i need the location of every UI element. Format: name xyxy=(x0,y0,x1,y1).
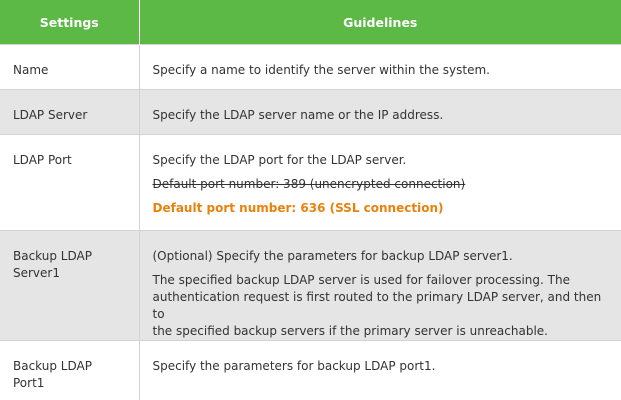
guideline-line: Specify the LDAP server name or the IP address. xyxy=(152,108,444,122)
table-row xyxy=(0,90,621,135)
guideline-line: authentication request is first routed to the primary LDAP server, and then to xyxy=(152,290,602,321)
guideline-line: Specify the parameters for backup LDAP port1. xyxy=(152,359,436,373)
table-header-row xyxy=(0,0,621,45)
guideline-line: Specify the LDAP port for the LDAP server. xyxy=(152,153,407,167)
guideline-line: Specify a name to identify the server within the system. xyxy=(152,63,490,77)
setting-name xyxy=(0,231,139,341)
guideline-line: the specified backup servers if the primary server is unreachable. xyxy=(152,324,548,338)
deprecated-default-port: Default port number: 389 (unencrypted connection) xyxy=(152,177,466,191)
setting-name-line: Port1 xyxy=(13,376,45,390)
ssl-default-port-highlight: Default port number: 636 (SSL connection) xyxy=(152,201,444,215)
setting-name-line: Backup LDAP xyxy=(13,359,92,373)
guideline-text xyxy=(139,90,621,135)
guideline-text xyxy=(139,45,621,90)
guideline-text xyxy=(139,231,621,341)
guideline-line: The specified backup LDAP server is used for failover processing. The xyxy=(152,273,570,287)
guideline-text xyxy=(139,341,621,400)
setting-name: LDAP Port xyxy=(0,135,139,231)
setting-name: LDAP Server xyxy=(0,90,139,135)
guideline-line: (Optional) Specify the parameters for backup LDAP server1. xyxy=(152,249,513,263)
setting-name: Name xyxy=(0,45,139,90)
setting-name-line: Server1 xyxy=(13,266,60,280)
setting-name-line: Backup LDAP xyxy=(13,249,92,263)
guideline-text xyxy=(139,135,621,231)
settings-column-header: Settings xyxy=(0,0,139,45)
table-row xyxy=(0,341,621,400)
table-row xyxy=(0,231,621,341)
table-row xyxy=(0,135,621,231)
setting-name xyxy=(0,341,139,400)
table-row xyxy=(0,45,621,90)
guidelines-column-header: Guidelines xyxy=(139,0,621,45)
